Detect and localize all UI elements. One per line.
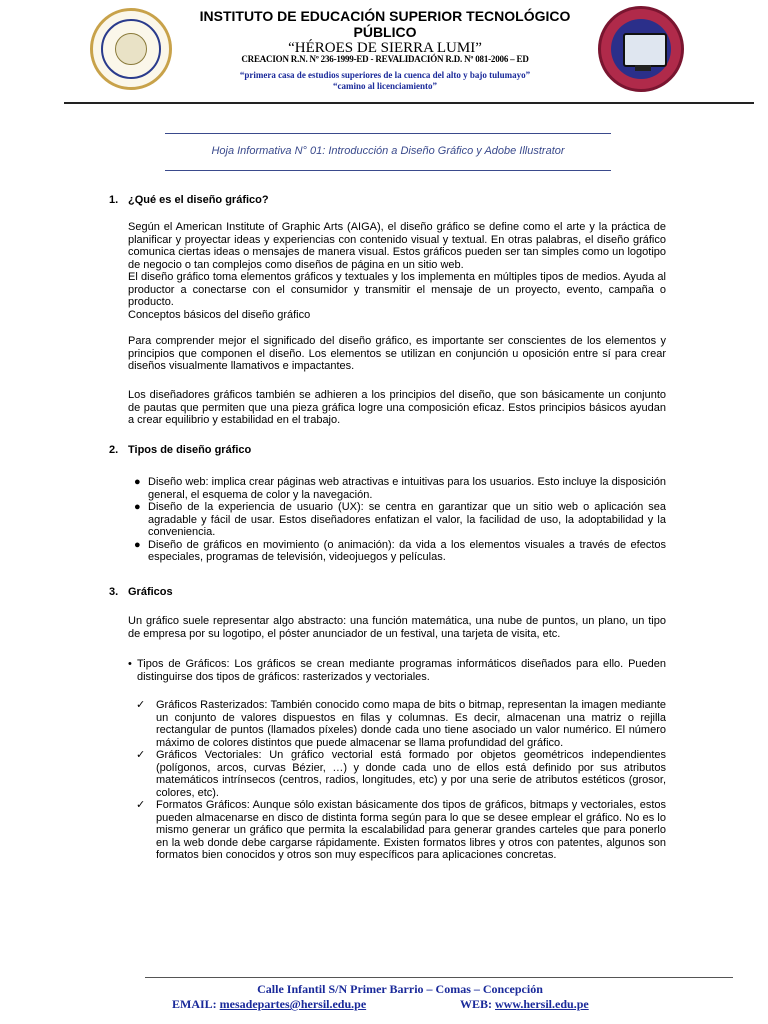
web-label: WEB: [460,997,493,1011]
bullet-icon: ● [134,501,141,513]
list-item: ✓ Gráficos Vectoriales: Un gráfico vectorial está formado por objetos geométricos independientes (polígonos, arcos, curvas Bézier, …) y donde cada uno de ellos está definido por sus atributos matemáticos intrínsecos (centros, radios, longitudes, etc) y por una serie de atributos estéticos (grosor, colores, etc). [136,749,666,799]
institute-subtitle: “HÉROES DE SIERRA LUMI” [288,40,482,56]
slogan-line1: “primera casa de estudios superiores de la cuenca del alto y bajo tulumayo” [239,70,531,80]
header-divider [64,102,754,104]
graphic-types-intro [128,658,666,683]
section-title: Tipos de diseño gráfico [128,444,252,456]
section-number: 1. [109,194,119,206]
list-item: ● Diseño de gráficos en movimiento (o animación): da vida a los elementos visuales a través de efectos especiales, programas de televisión, videojuegos y películas. [134,538,666,563]
paragraph: El diseño gráfico toma elementos gráficos y textuales y los implementa en múltiples tipos de medios. Ayuda al productor a conectarse con el consumidor y transmitir el mensaje de un proyecto, evento, campaña o producto. [128,271,666,308]
bullet-icon: ● [134,538,141,551]
checkmark-icon: ✓ [136,799,146,811]
institute-seal-icon [90,8,172,90]
paragraph: Un gráfico suele representar algo abstracto: una función matemática, una nube de puntos, un plano, un tipo de empresa por su logotipo, el póster anunciador de un festival, una tarjeta de visita, etc. [128,615,666,640]
slogan [180,70,590,92]
footer-email [172,997,366,1012]
section-number: 3. [109,586,119,598]
bullet-icon: • [128,658,132,670]
footer-web [460,997,589,1012]
institute-title-line2: PÚBLICO [353,24,417,40]
slogan-line2: “camino al licenciamiento” [333,81,437,91]
computer-emblem-icon [598,6,684,92]
checkmark-icon: ✓ [136,749,146,761]
design-types-list [128,476,666,564]
paragraph: Según el American Institute of Graphic Arts (AIGA), el diseño gráfico se define como el arte y la práctica de planificar y proyectar ideas y experiencias con contenido visual y textual. En otras palabras, el diseño gráfico comunica ciertas ideas o mensajes de manera visual. Estos gráficos pueden ser tan simples como un logotipo de negocio o tan complejos como diseños de página en un sitio web. [128,221,666,271]
title-rule-bottom [165,170,611,171]
email-label: EMAIL: [172,997,217,1011]
section-title: ¿Qué es el diseño gráfico? [128,194,269,206]
info-sheet-title: Hoja Informativa N° 01: Introducción a Diseño Gráfico y Adobe Illustrator [211,145,565,157]
list-item: ✓ Formatos Gráficos: Aunque sólo existan básicamente dos tipos de gráficos, bitmaps y vectoriales, estos pueden almacenarse en disco de distinta forma según para lo que se desee emplear el gráfico. No es lo mismo generar un gráfico que permita la escalabilidad para generar grandes carteles que para ponerlo en la web donde debe cargarse rápidamente. Existen formatos libres y otros con patentes, algunos son formatos bien conocidos y otros son muy específicos para aplicaciones concretas. [136,799,666,861]
list-item: ● Diseño de la experiencia de usuario (UX): se centra en garantizar que un sitio web o aplicación sea agradable y fácil de usar. Estos diseñadores enfatizan el valor, la facilidad de uso, la adoptabilidad y la conveniencia. [134,501,666,538]
web-link[interactable]: www.hersil.edu.pe [495,997,589,1011]
section-title: Gráficos [128,586,173,598]
paragraph: Para comprender mejor el significado del diseño gráfico, es importante ser conscientes de los elementos y principios que componen el diseño. Los elementos se utilizan en conjunción u oposición entre sí para crear diseños visualmente llamativos e impactantes. [128,335,666,372]
title-rule-top [165,133,611,134]
list-item: ● Diseño web: implica crear páginas web atractivas e intuitivas para los usuarios. Esto incluye la disposición general, el esquema de color y la navegación. [134,476,666,501]
footer-divider [145,977,733,978]
bullet-icon: ● [134,476,141,488]
list-item: ✓ Gráficos Rasterizados: También conocido como mapa de bits o bitmap, representan la imagen mediante un conjunto de valores dispuestos en filas y columnas. Es decir, almacenan una matriz o rejilla rectangular de puntos (llamados píxeles) donde cada uno tiene asociado un valor numérico. El número máximo de colores distintos que puede almacenar se llama profundidad del gráfico. [136,699,666,749]
institute-title [180,8,590,40]
email-link[interactable]: mesadepartes@hersil.edu.pe [219,997,367,1011]
paragraph: Los diseñadores gráficos también se adhieren a los principios del diseño, que son básicamente un conjunto de pautas que permiten que una pieza gráfica logre una composición eficaz. Estos principios básicos ayudan a crear equilibrio y estabilidad en el trabajo. [128,389,666,426]
list-item: • Tipos de Gráficos: Los gráficos se crean mediante programas informáticos diseñados para ello. Pueden distinguirse dos tipos de gráficos: rasterizados y vectoriales. [128,658,666,683]
footer-address: Calle Infantil S/N Primer Barrio – Comas – Concepción [257,982,543,996]
checkmark-icon: ✓ [136,699,146,711]
creation-resolution: CREACION R.N. Nº 236-1999-ED - REVALIDACIÓN R.D. Nº 081-2006 – ED [241,54,529,64]
graphic-types-list [136,699,666,862]
institute-title-line1: INSTITUTO DE EDUCACIÓN SUPERIOR TECNOLÓGICO [199,8,571,24]
section-number: 2. [109,444,119,456]
paragraph: Conceptos básicos del diseño gráfico [128,309,311,321]
